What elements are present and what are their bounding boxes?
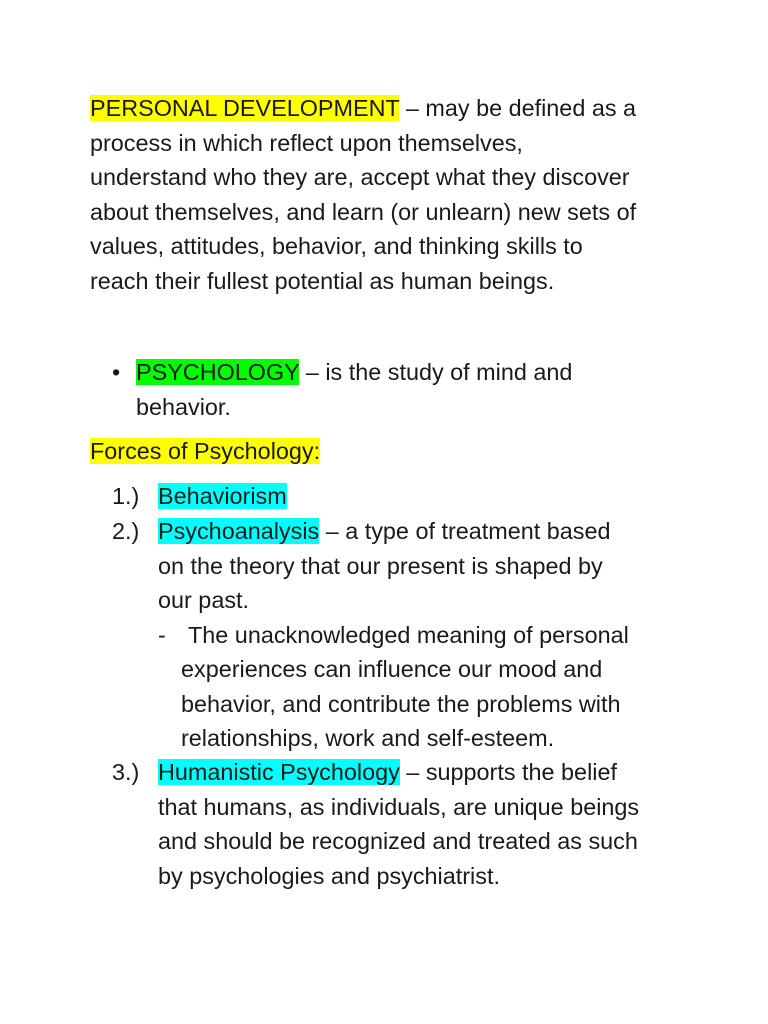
- sub-line: relationships, work and self-esteem.: [181, 725, 555, 751]
- intro-line: reach their fullest potential as human beings.: [90, 267, 555, 294]
- force-text: [158, 755, 678, 893]
- intro-line: about themselves, and learn (or unlearn) new sets of: [90, 198, 637, 225]
- psychology-term: PSYCHOLOGY: [136, 359, 300, 385]
- intro-line: understand who they are, accept what they discover: [90, 164, 630, 190]
- forces-heading-text: Forces of Psychology:: [90, 438, 321, 464]
- force-line: and should be recognized and treated as such: [158, 828, 638, 854]
- force-text: [158, 479, 678, 514]
- intro-line: process in which reflect upon themselves,: [90, 129, 523, 156]
- psychology-line: – is the study of mind and: [299, 359, 573, 385]
- psychoanalysis-term: Psychoanalysis: [158, 518, 320, 544]
- list-number: 3.): [112, 759, 140, 785]
- bullet-marker: •: [112, 359, 121, 385]
- list-number: 2.): [112, 518, 140, 544]
- intro-line: values, attitudes, behavior, and thinking skills to: [90, 233, 583, 259]
- force-line: by psychologies and psychiatrist.: [158, 862, 500, 889]
- force-line: that humans, as individuals, are unique beings: [158, 793, 640, 820]
- psychology-line: behavior.: [136, 393, 231, 420]
- force-line: – supports the belief: [399, 759, 617, 785]
- humanistic-psychology-term: Humanistic Psychology: [158, 759, 400, 785]
- sub-line: The unacknowledged meaning of personal: [188, 621, 629, 648]
- sub-line: experiences can influence our mood and: [181, 656, 603, 682]
- force-line: – a type of treatment based: [319, 518, 611, 544]
- forces-heading: [90, 434, 690, 469]
- behaviorism-term: Behaviorism: [158, 483, 287, 509]
- intro-paragraph: [90, 91, 690, 298]
- force-line: on the theory that our present is shaped by: [158, 552, 603, 579]
- psychology-definition: [136, 355, 656, 424]
- dash-marker: -: [158, 621, 166, 648]
- force-line: our past.: [158, 587, 250, 613]
- sub-item-text: [181, 618, 678, 756]
- intro-line: – may be defined as a: [399, 95, 637, 121]
- list-number: 1.): [112, 483, 140, 509]
- force-text: [158, 514, 678, 618]
- sub-line: behavior, and contribute the problems with: [181, 690, 621, 717]
- personal-development-term: PERSONAL DEVELOPMENT: [90, 95, 400, 121]
